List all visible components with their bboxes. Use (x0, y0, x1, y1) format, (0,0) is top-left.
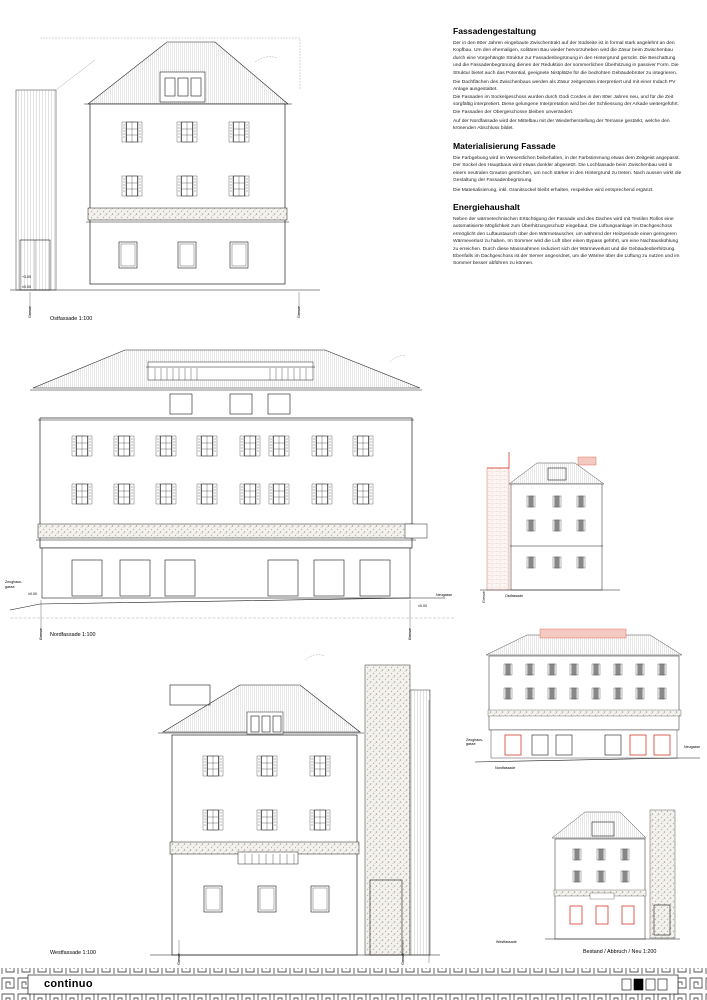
section-energiehaushalt (453, 202, 683, 268)
legend-caption: Bestand / Abbruch / Neu 1:200 (583, 949, 657, 955)
west-grenze-right: Grenze (401, 953, 405, 965)
paragraph: Neben der wärmetechnischen Ertüchtigung der Fassade und des Daches wird mit Textilen Rollos eine automatisierte Möglichkeit zum Überhitzungsschutz eingebaut. Die Lüftungsanlage im Dachgeschoss ermöglicht den Luftaustausch über den Wärmetauscher, um während der Heizperiode einen geringeren Wärmeverlust zu haben. Im Sommer wird die Luft über einen Bypass geführt, um eine Nachtauskühlung zu erreichen. Durch diese Massnahmen reduziert sich der Wärmeverlust und die Gebäudeüberhitzung. Ebenfalls im Dachgeschoss ist der Server angeordnet, um die Wärme über die Lüftung zu nutzen und im Sommer besser abführen zu können. (453, 216, 680, 267)
nord-grenze-left: Grenze (39, 628, 43, 640)
small-ost-label: Ostfassade (505, 594, 524, 598)
small-nordfassade-drawing (475, 629, 700, 762)
small-nord-left: Zeughaus- gasse (466, 738, 484, 746)
nord-street-left: Zeughaus- gasse (5, 580, 23, 589)
paragraph: Die Materialisierung, inkl. Granitsockel bleibt erhalten, respektive wird entsprechend ergänzt. (453, 187, 654, 193)
heading-energiehaushalt: Energiehaushalt (453, 201, 520, 212)
paragraph: Die Dachflächen des Zwischenbaus werden als Zäsur zeitgemäss interpretiert und mit einer Indach PV Anlage ausgestattet. (453, 80, 676, 93)
small-nord-label: Nordfassade (495, 766, 516, 770)
nord-level-right: ±0.00 (418, 604, 427, 608)
small-westfassade-drawing (545, 810, 680, 939)
paragraph: Der in den 80er Jahren eingebaute Zwischentrakt auf der Südseite ist in formal stark angelehnt an den Kopfbau. Um den ehemaligen, solitären Bau wieder hervorzuheben wird die Zäsur beim Zwischenbau durch eine Vorgehängte Struktur zur Fassadenbegrünung in den Hintergrund gerückt. Die Beschattung und die Fassadenbegrünung dienen der Reduktion der sommerlichen Überhitzung in passiver Form. Die Struktur bietet auch das Potential, geeignete Nistplätze für die bedrohten Gebäudebrüter zu integrieren. (453, 41, 679, 76)
section-materialisierung (453, 141, 683, 194)
nordfassade-drawing (10, 350, 455, 640)
ostfassade-caption: Ostfassade 1:100 (50, 316, 93, 322)
paragraph: Die Fassaden im Sockelgeschoss wurden durch Godi Cordes in den 80er Jahren neu, und für die Zeit sorgfältig interpretiert. Diese gelungene Interpretation wird bei der Schliessung der Arkade weitergeführt. Die Fassaden der Obergeschosse bleiben unverändert. (453, 94, 679, 115)
nord-level-left: ±0.00 (28, 592, 37, 596)
paragraph: Die Farbgebung wird im Wesentlichen beibehalten, in der Farbstimmung etwas dem Zeitgeist angepasst. Der Sockel des Hauptbaus wird etwas dunkler abgesetzt. Die Lochfassade beim Zwischenbau wird in einem neutralen Grauton gestrichen, um noch stärker in den Hintergrund zu treten. Nach aussen wirkt die Gestaltung der Fassadenbegrünung. (453, 155, 682, 184)
continuo-logo: continuo (44, 978, 93, 990)
westfassade-drawing (150, 655, 440, 963)
small-west-label: Westfassade (496, 940, 517, 944)
west-grenze-left: Grenze (177, 953, 181, 965)
paragraph: Auf der Nordfassade wird der Mittelbau mit der Wiederherstellung der Terrasse gestärkt, welche den krönenden Abschluss bildet. (453, 119, 670, 132)
text-column (453, 26, 683, 268)
small-ost-grenze: Grenze (482, 591, 486, 603)
nord-street-right: Neugasse (436, 593, 453, 597)
ost-level-base: ±0.00 (22, 285, 31, 289)
westfassade-caption: Westfassade 1:100 (50, 950, 97, 956)
section-fassadengestaltung (453, 26, 683, 133)
ost-level-top: +3.00 (22, 275, 32, 279)
small-nord-right: Neugasse (684, 745, 701, 749)
nord-grenze-right: Grenze (408, 628, 412, 640)
nordfassade-caption: Nordfassade 1:100 (50, 632, 96, 638)
heading-materialisierung: Materialisierung Fassade (453, 140, 556, 151)
ost-grenze-left: Grenze (28, 306, 32, 318)
heading-fassadengestaltung: Fassadengestaltung (453, 26, 537, 36)
small-ostfassade-drawing (480, 452, 620, 590)
ostfassade-drawing (10, 38, 320, 316)
ost-grenze-right: Grenze (297, 306, 301, 318)
